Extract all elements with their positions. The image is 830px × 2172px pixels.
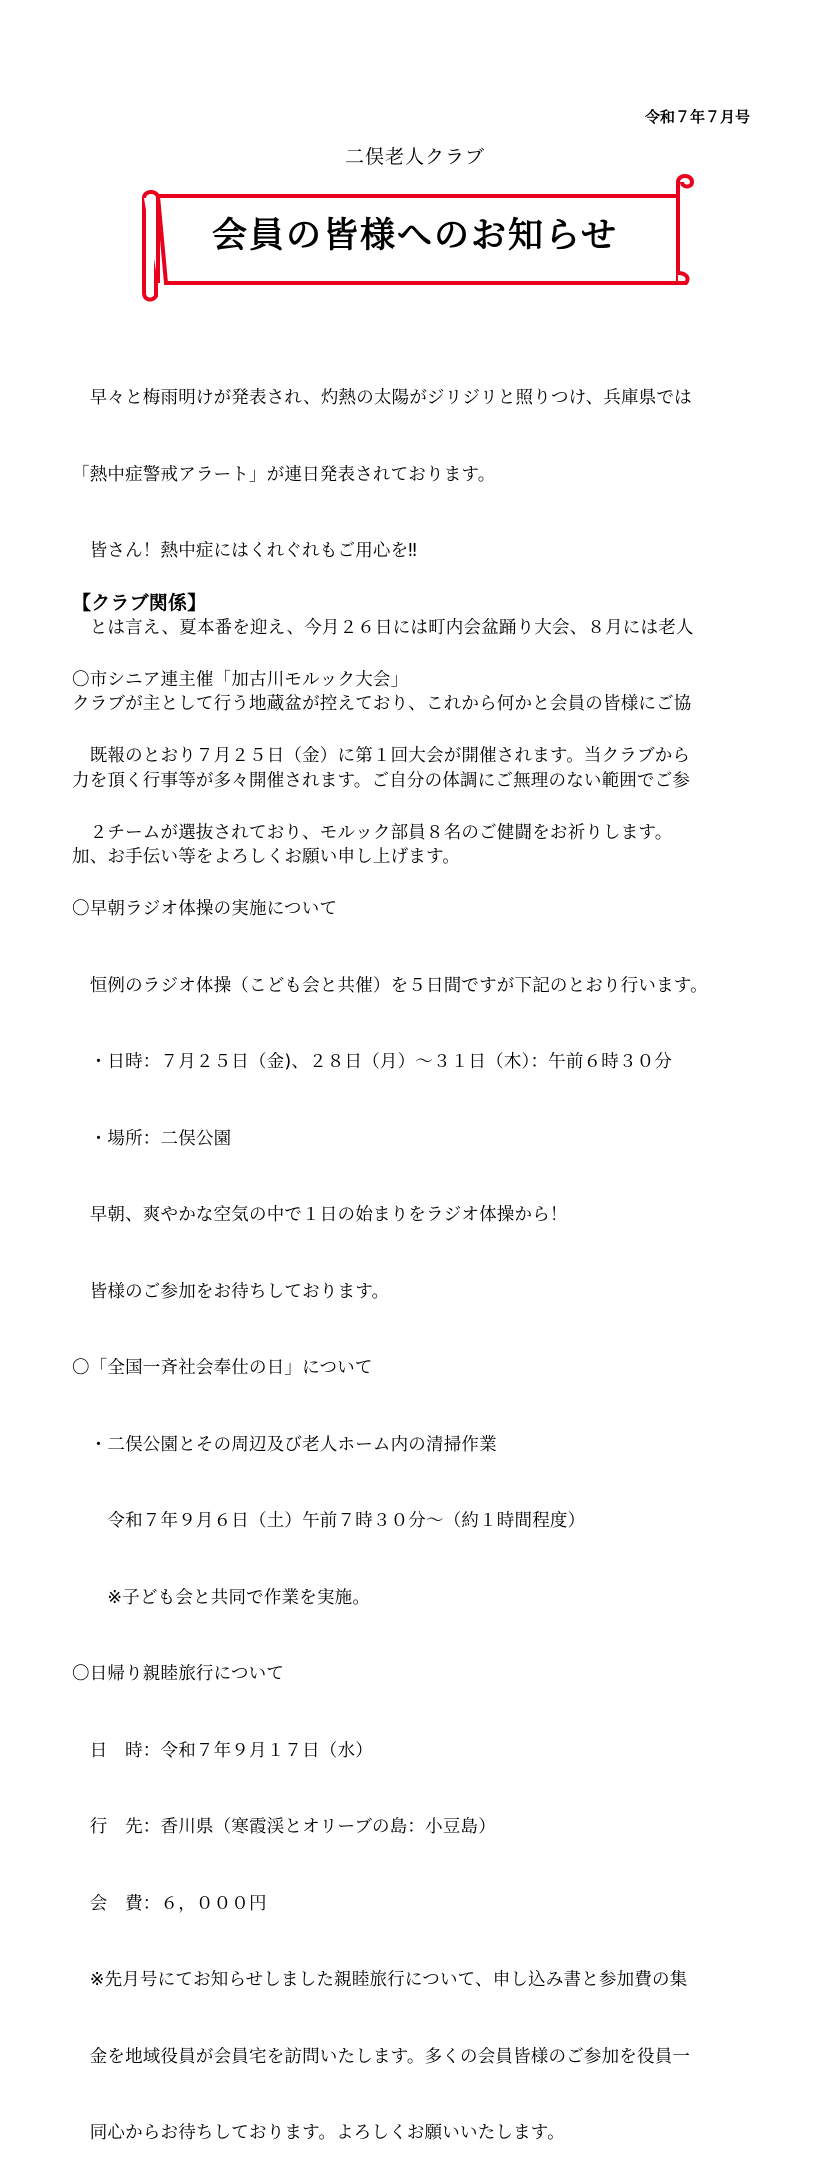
- section-line: ・日時：７月２５日（金)、２８日（月）～３１日（木）：午前６時３０分: [72, 1052, 673, 1072]
- section-line: 早朝、爽やかな空気の中で１日の始まりをラジオ体操から！: [72, 1205, 568, 1225]
- section-line: ・場所：二俣公園: [72, 1128, 232, 1149]
- section-line: ※子ども会と共同で作業を実施。: [72, 1587, 371, 1608]
- section-line: 既報のとおり７月２５日（金）に第１回大会が開催されます。当クラブから: [72, 746, 691, 766]
- club-section: [72, 540, 772, 2172]
- section-line: 皆様のご参加をお待ちしております。: [72, 1281, 390, 1302]
- section-heading: 【クラブ関係】: [72, 592, 207, 614]
- section-line: ※先月号にてお知らせしました親睦旅行について、申し込み書と参加費の集: [72, 1970, 688, 1990]
- issue-date: 令和７年７月号: [644, 108, 750, 126]
- intro-line: 皆さん！熱中症にはくれぐれもご用心を‼: [72, 541, 417, 561]
- intro-line: 「熱中症警戒アラート」が連日発表されております。: [72, 464, 496, 485]
- intro-line: とは言え、夏本番を迎え、今月２６日には町内会盆踊り大会、８月には老人: [72, 617, 694, 638]
- section-line: 恒例のラジオ体操（こども会と共催）を５日間ですが下記のとおり行います。: [72, 975, 708, 996]
- intro-line: クラブが主として行う地蔵盆が控えており、これから何かと会員の皆様にご協: [72, 694, 692, 714]
- intro-line: 力を頂く行事等が多々開催されます。ご自分の体調にご無理のない範囲でご参: [72, 770, 691, 791]
- section-line: 金を地域役員が会員宅を訪問いたします。多くの会員皆様のご参加を役員一: [72, 2046, 691, 2067]
- section-line: 〇「全国一斉社会奉仕の日」について: [72, 1358, 373, 1378]
- section-line: 〇市シニア連主催「加古川モルック大会」: [72, 669, 409, 690]
- section-line: 行 先：香川県（寒霞渓とオリーブの島：小豆島）: [72, 1817, 496, 1837]
- section-line: ２チームが選抜されており、モルック部員８名のご健闘をお祈りします。: [72, 822, 673, 843]
- section-line: 〇早朝ラジオ体操の実施について: [72, 899, 338, 919]
- section-line: 同心からお待ちしております。よろしくお願いいたします。: [72, 2123, 565, 2143]
- section-line: 〇日帰り親睦旅行について: [72, 1664, 285, 1684]
- club-name: 二俣老人クラブ: [344, 146, 485, 168]
- section-line: ・二俣公園とその周辺及び老人ホーム内の清掃作業: [72, 1434, 497, 1455]
- section-line: 令和７年９月６日（土）午前７時３０分～（約１時間程度）: [72, 1511, 586, 1531]
- notice-title: 会員の皆様へのお知らせ: [212, 216, 618, 256]
- intro-line: 早々と梅雨明けが発表され、灼熱の太陽がジリジリと照りつけ、兵庫県では: [72, 388, 692, 408]
- intro-line: 加、お手伝い等をよろしくお願い申し上げます。: [72, 847, 460, 867]
- section-line: 会 費：６，０００円: [72, 1893, 267, 1914]
- section-line: 日 時：令和７年９月１７日（水）: [72, 1740, 373, 1761]
